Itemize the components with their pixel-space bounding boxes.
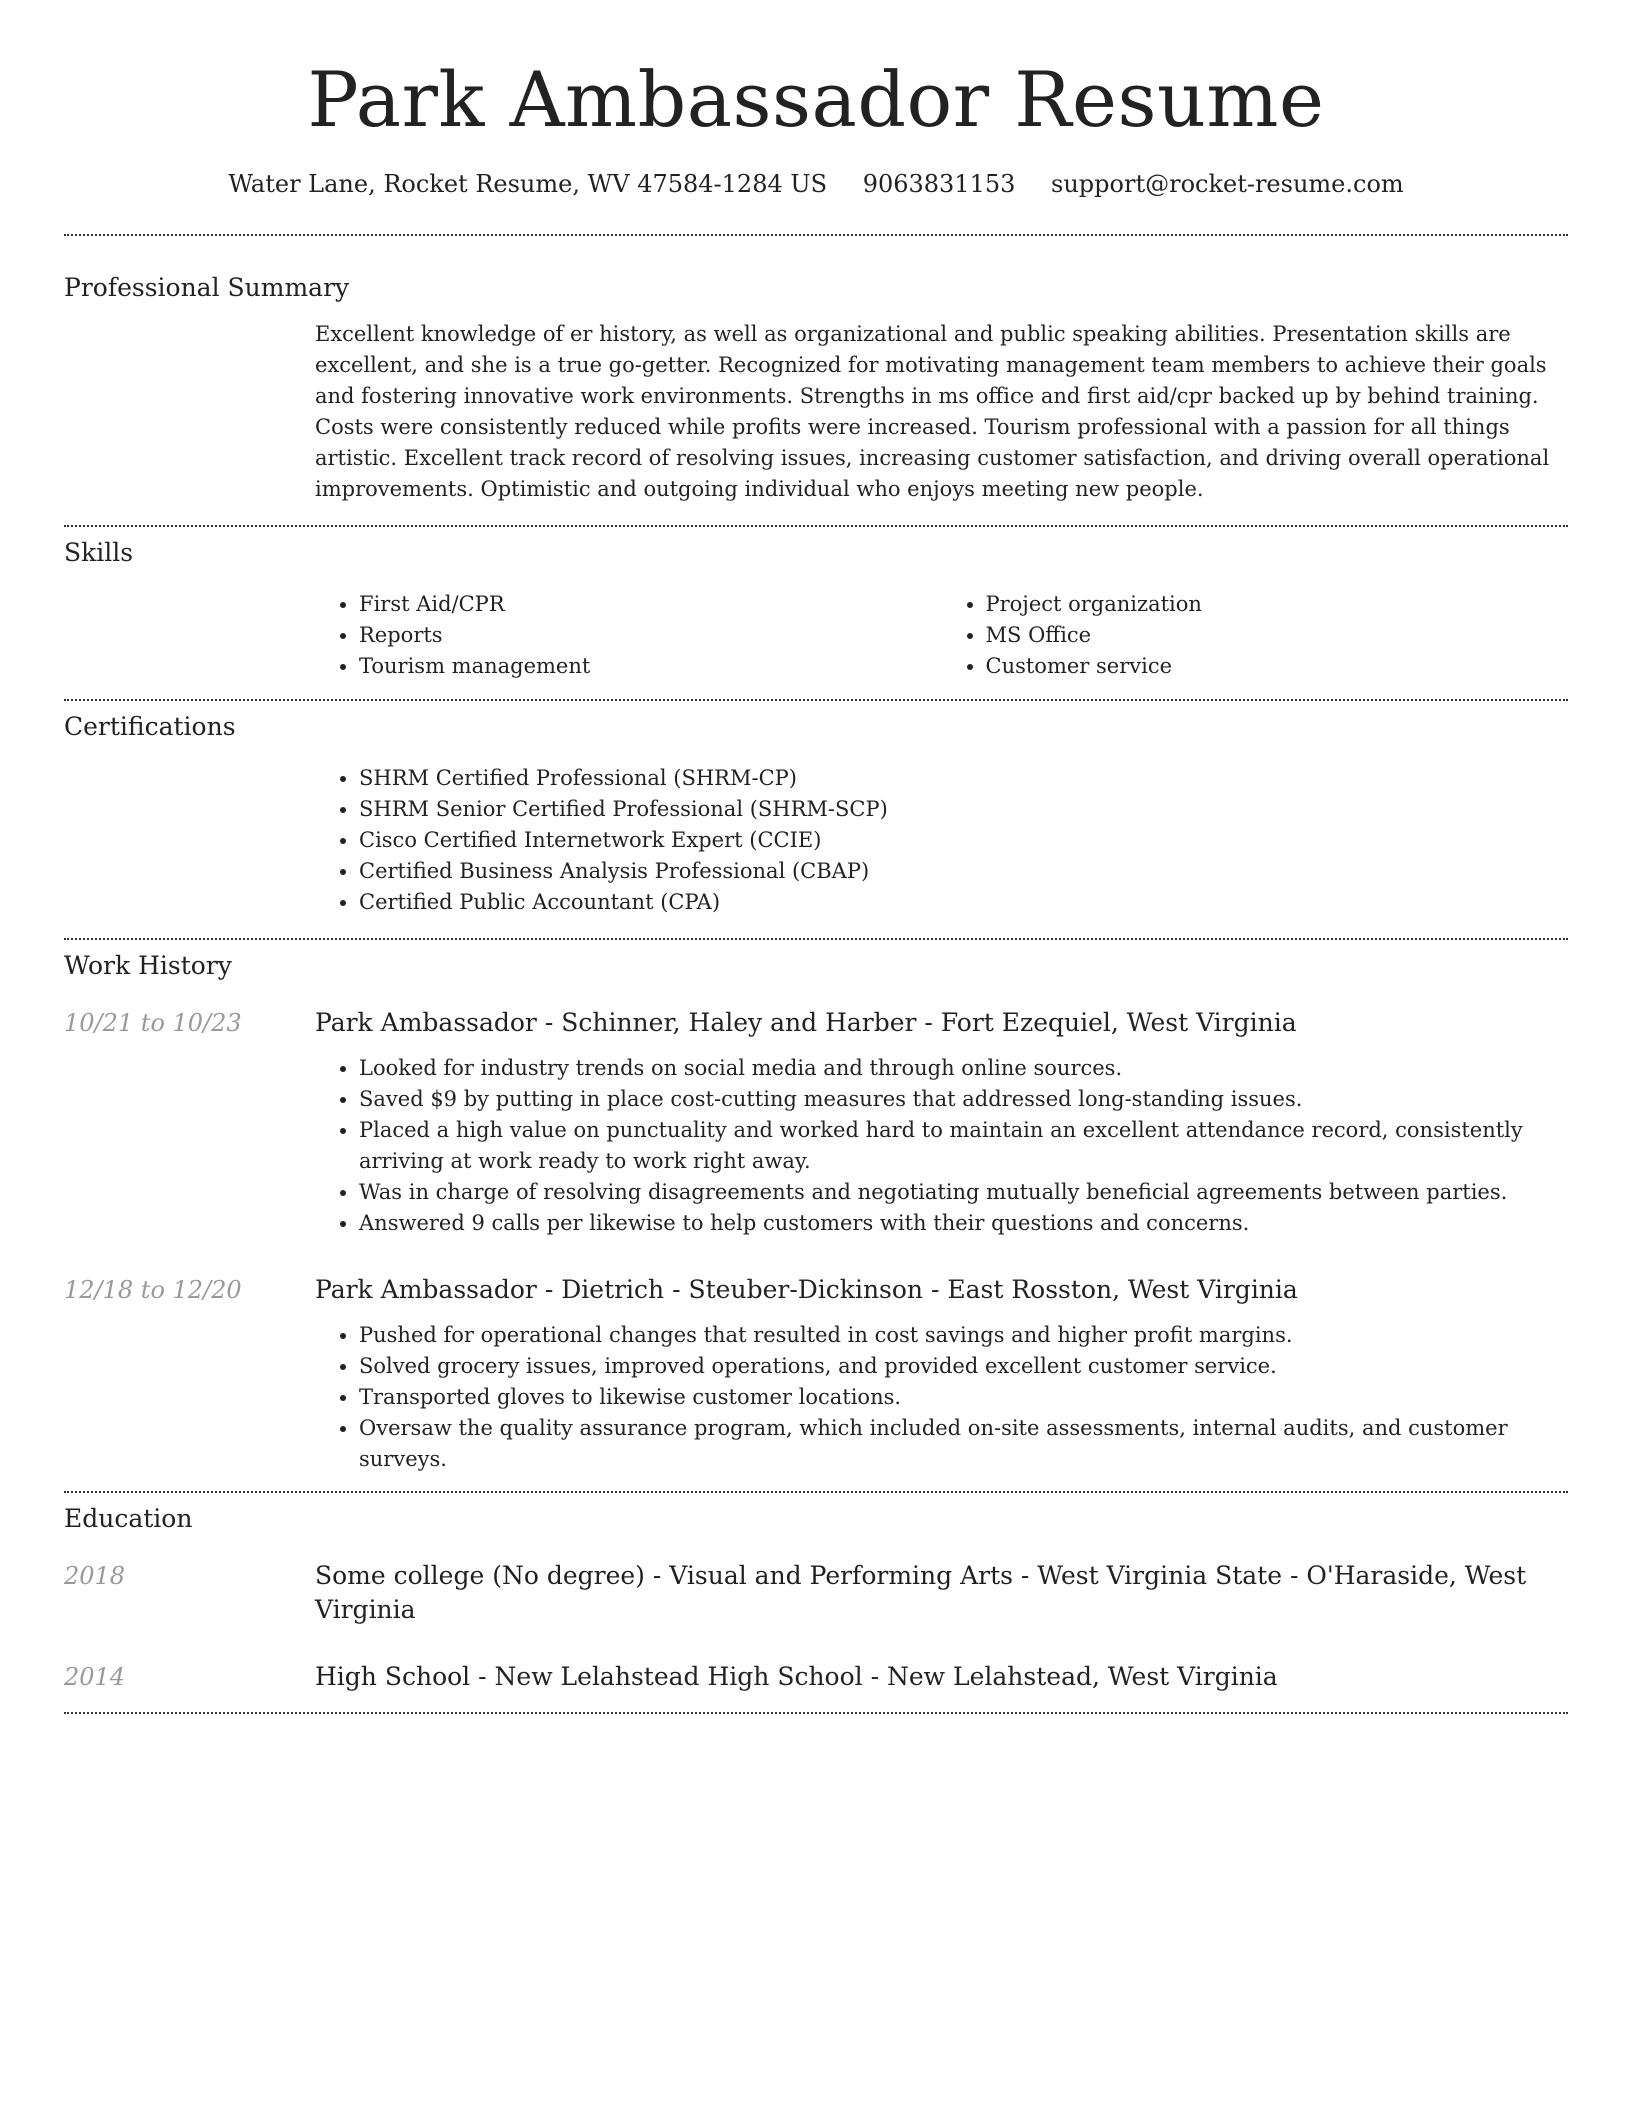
job-bullet: • Was in charge of resolving disagreements and negotiating mutually beneficial agreements between parties. <box>359 1177 1568 1208</box>
job-header <box>64 1273 1568 1307</box>
certifications-list <box>315 763 1568 918</box>
summary-content <box>315 319 1568 505</box>
skill-item: • Reports <box>359 620 942 651</box>
skill-item: • First Aid/CPR <box>359 589 942 620</box>
education-year: 2018 <box>64 1562 126 1590</box>
education-school: - West Virginia State - O'Haraside, West Virginia <box>315 1561 1527 1624</box>
job-entry <box>64 1006 1568 1239</box>
job-header <box>64 1006 1568 1040</box>
skills-list-right <box>942 589 1569 682</box>
education-degree: Some college (No degree) - Visual and Performing Arts <box>315 1561 1013 1590</box>
job-bullet: • Solved grocery issues, improved operations, and provided excellent customer service. <box>359 1351 1568 1382</box>
work-history-section <box>64 940 1568 1475</box>
section-title-certifications: Certifications <box>64 712 236 741</box>
contact-address: Water Lane, Rocket Resume, WV 47584-1284 US <box>228 170 828 198</box>
job-dates: 10/21 to 10/23 <box>64 1009 242 1037</box>
education-year: 2014 <box>64 1663 126 1691</box>
certification-item: • Cisco Certified Internetwork Expert (CCIE) <box>359 825 1568 856</box>
job-bullet: • Answered 9 calls per likewise to help customers with their questions and concerns. <box>359 1208 1568 1239</box>
education-entry <box>64 1660 1568 1694</box>
certifications-section <box>64 701 1568 918</box>
skill-item: • Customer service <box>986 651 1569 682</box>
skills-grid <box>315 589 1568 682</box>
job-bullet: • Oversaw the quality assurance program, which included on-site assessments, internal audits, and customer surveys. <box>359 1413 1568 1475</box>
divider <box>64 1712 1568 1714</box>
job-bullet: • Placed a high value on punctuality and worked hard to maintain an excellent attendance record, consistently arriving at work ready to work right away. <box>359 1115 1568 1177</box>
skills-list-left <box>315 589 942 682</box>
contact-email: support@rocket-resume.com <box>1051 170 1404 198</box>
job-bullets <box>315 1053 1568 1239</box>
education-detail <box>315 1660 1278 1694</box>
certification-item: • SHRM Certified Professional (SHRM-CP) <box>359 763 1568 794</box>
job-entry <box>64 1273 1568 1475</box>
job-title: Park Ambassador - Schinner, Haley and Harber - Fort Ezequiel, West Virginia <box>315 1008 1297 1037</box>
skill-item: • MS Office <box>986 620 1569 651</box>
job-bullet: • Transported gloves to likewise customer locations. <box>359 1382 1568 1413</box>
section-title-summary: Professional Summary <box>64 273 350 302</box>
education-entry <box>64 1559 1568 1627</box>
contact-phone: 9063831153 <box>862 170 1016 198</box>
certification-item: • Certified Public Accountant (CPA) <box>359 887 1568 918</box>
education-degree: High School <box>315 1662 471 1691</box>
section-title-education: Education <box>64 1504 193 1533</box>
skills-section <box>64 527 1568 682</box>
job-bullet: • Saved $9 by putting in place cost-cutting measures that addressed long-standing issues. <box>359 1084 1568 1115</box>
summary-text: Excellent knowledge of er history, as well as organizational and public speaking abilities. Presentation skills are excellent, and she is a true go-getter. Recognized for motivating management team members to achieve their goals and fostering innovative work environments. Strengths in ms office and first aid/cpr backed up by behind training. Costs were consistently reduced while profits were increased. Tourism professional with a passion for all things artistic. Excellent track record of resolving issues, increasing customer satisfaction, and driving overall operational improvements. Optimistic and outgoing individual who enjoys meeting new people. <box>315 322 1550 501</box>
summary-section <box>64 236 1568 505</box>
education-detail <box>315 1559 1568 1627</box>
job-dates: 12/18 to 12/20 <box>64 1276 242 1304</box>
job-bullets <box>315 1320 1568 1475</box>
job-bullet: • Looked for industry trends on social media and through online sources. <box>359 1053 1568 1084</box>
job-title: Park Ambassador - Dietrich - Steuber-Dickinson - East Rosston, West Virginia <box>315 1275 1298 1304</box>
skill-item: • Project organization <box>986 589 1569 620</box>
education-section <box>64 1493 1568 1694</box>
section-title-skills: Skills <box>64 538 134 567</box>
education-school: - New Lelahstead High School - New Lelahstead, West Virginia <box>470 1662 1278 1691</box>
skill-item: • Tourism management <box>359 651 942 682</box>
certification-item: • Certified Business Analysis Professional (CBAP) <box>359 856 1568 887</box>
resume-title: Park Ambassador Resume <box>307 55 1325 144</box>
certifications-content <box>315 763 1568 918</box>
section-title-work: Work History <box>64 951 232 980</box>
job-bullet: • Pushed for operational changes that resulted in cost savings and higher profit margins. <box>359 1320 1568 1351</box>
contact-line <box>64 168 1568 200</box>
certification-item: • SHRM Senior Certified Professional (SHRM-SCP) <box>359 794 1568 825</box>
resume-page <box>64 0 1568 1714</box>
